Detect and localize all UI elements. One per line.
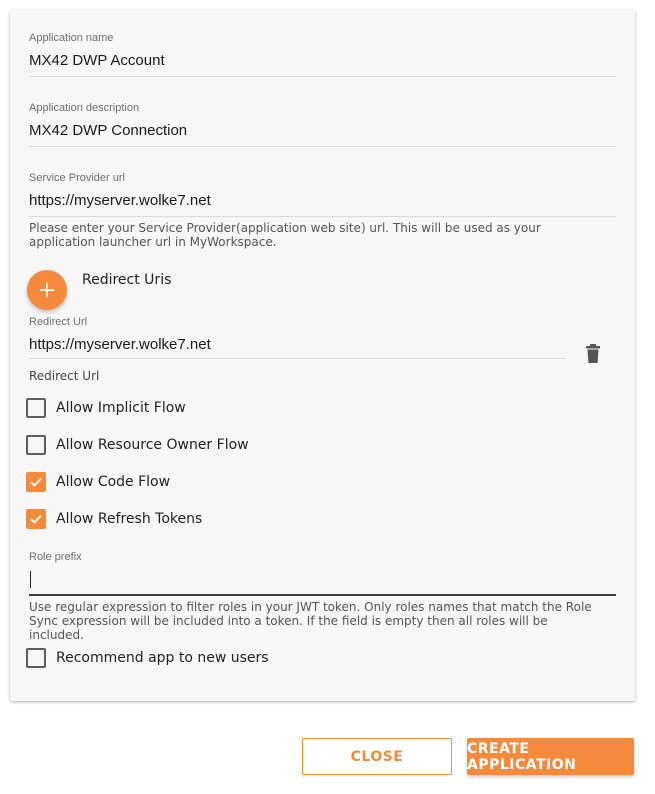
checkmark-icon (29, 512, 43, 526)
app-description-underline (29, 146, 616, 147)
app-description-label: Application description (29, 102, 140, 114)
sp-url-label: Service Provider url (29, 172, 125, 184)
code-flow-label: Allow Code Flow (56, 474, 171, 490)
checkbox-box-checked[interactable] (26, 472, 46, 492)
checkbox-box[interactable] (26, 398, 46, 418)
recommend-app-checkbox[interactable] (26, 648, 269, 668)
close-button[interactable]: CLOSE (302, 738, 452, 775)
app-name-label: Application name (29, 32, 114, 44)
text-caret (30, 571, 31, 588)
role-prefix-input[interactable] (29, 567, 616, 594)
implicit-flow-label: Allow Implicit Flow (56, 400, 186, 416)
redirect-url-underline (29, 358, 566, 359)
refresh-tokens-label: Allow Refresh Tokens (56, 511, 203, 527)
code-flow-checkbox[interactable] (26, 472, 170, 492)
role-prefix-underline-focused (29, 594, 616, 596)
sp-url-underline (29, 216, 616, 217)
recommend-app-label: Recommend app to new users (56, 650, 269, 666)
role-prefix-label: Role prefix (29, 551, 82, 563)
resource-owner-flow-label: Allow Resource Owner Flow (56, 437, 249, 453)
checkmark-icon (29, 475, 43, 489)
application-form-card (10, 10, 635, 701)
redirect-url-subtext: Redirect Url (29, 369, 100, 383)
resource-owner-flow-checkbox[interactable] (26, 435, 249, 455)
app-name-underline (29, 76, 616, 77)
trash-icon (584, 344, 602, 364)
delete-redirect-button[interactable] (584, 344, 602, 364)
sp-url-input[interactable]: https://myserver.wolke7.net (29, 192, 211, 209)
checkbox-box[interactable] (26, 648, 46, 668)
implicit-flow-checkbox[interactable] (26, 398, 186, 418)
app-description-input[interactable]: MX42 DWP Connection (29, 122, 188, 139)
checkbox-box[interactable] (26, 435, 46, 455)
add-redirect-uri-button[interactable] (27, 270, 67, 310)
refresh-tokens-checkbox[interactable] (26, 509, 202, 529)
create-application-button[interactable]: CREATE APPLICATION (467, 738, 634, 775)
checkbox-box-checked[interactable] (26, 509, 46, 529)
redirect-url-label: Redirect Url (29, 316, 88, 328)
role-prefix-help: Use regular expression to filter roles in your JWT token. Only roles names that match the Role Sync expression will be included into a token. If the field is empty then all roles will be included. (29, 600, 592, 642)
plus-icon (39, 282, 55, 298)
redirect-uris-title: Redirect Uris (82, 272, 172, 288)
redirect-url-input[interactable]: https://myserver.wolke7.net (29, 336, 211, 353)
sp-url-help: Please enter your Service Provider(application web site) url. This will be used as your application launcher url in MyWorkspace. (29, 221, 541, 249)
app-name-input[interactable]: MX42 DWP Account (29, 52, 165, 69)
